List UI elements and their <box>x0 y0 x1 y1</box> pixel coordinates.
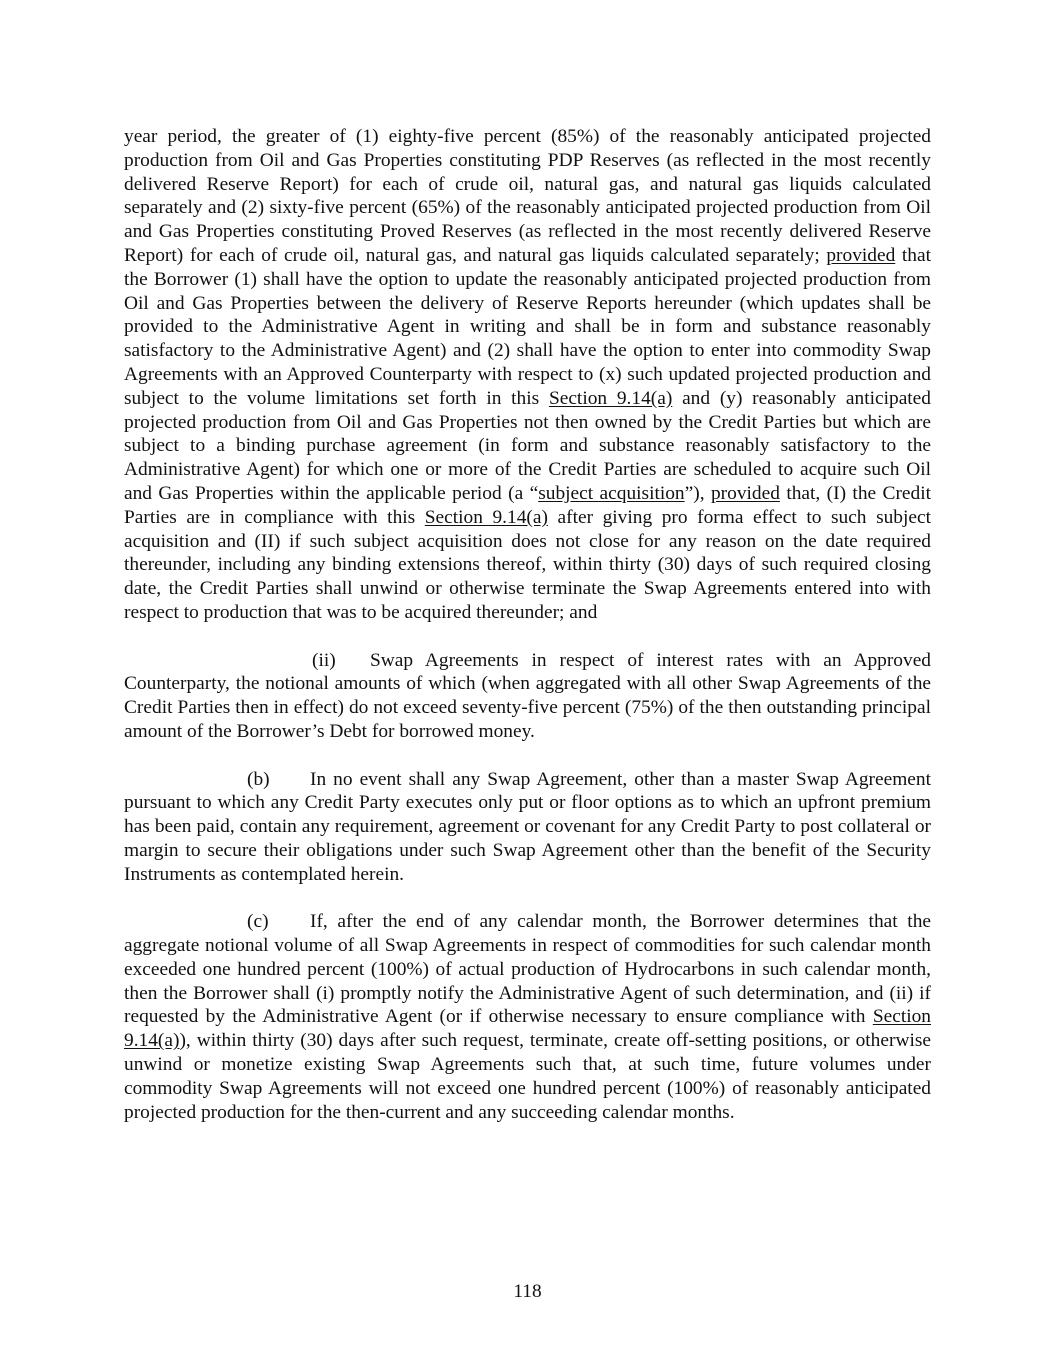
section-reference: Section 9.14(a) <box>124 1006 931 1052</box>
paragraph-ii <box>124 649 931 744</box>
paragraph-continuation <box>124 125 931 625</box>
text-run: and (y) reasonably anticipated projected production from Oil and Gas Properties not then owned by the Credit Parties but which are subject to a binding purchase agreement (in form and substance reasonably satisfactory to the Administrative Agent) for which one or more of the Credit Parties are scheduled to acquire such Oil and Gas Properties within the applicable period (a “ <box>124 387 931 504</box>
page-number: 118 <box>513 1281 542 1302</box>
document-body <box>124 125 931 1124</box>
text-run: ), within thirty (30) days after such request, terminate, create off-setting positions, or otherwise unwind or monetize existing Swap Agreements such that, at such time, future volumes under commodity Swap Agreements will not exceed one hundred percent (100%) of reasonably anticipated projected production for the then-current and any succeeding calendar months. <box>124 1030 931 1123</box>
text-run: ”), <box>684 482 711 504</box>
text-run: year period, the greater of (1) eighty-five percent (85%) of the reasonably anticipated projected production from Oil and Gas Properties constituting PDP Reserves (as reflected in the most recently delivered Reserve Report) for each of crude oil, natural gas, and natural gas liquids calculated separately and (2) sixty-five percent (65%) of the reasonably anticipated projected production from Oil and Gas Properties constituting Proved Reserves (as reflected in the most recently delivered Reserve Report) for each of crude oil, natural gas, and natural gas liquids calculated separately; <box>124 126 931 266</box>
paragraph-b <box>124 768 931 887</box>
text-run: that, (I) the Credit Parties are in compliance with this <box>124 482 932 528</box>
text-run: after giving pro forma effect to such subject acquisition and (II) if such subject acquisition does not close for any reason on the date required thereunder, including any binding extensions thereof, within thirty (30) days of such required closing date, the Credit Parties shall unwind or otherwise terminate the Swap Agreements entered into with respect to production that was to be acquired thereunder; and <box>124 506 931 623</box>
text-run: that the Borrower (1) shall have the option to update the reasonably anticipated projected production from Oil and Gas Properties between the delivery of Reserve Reports hereunder (which updates shall be provided to the Administrative Agent in writing and shall be in form and substance reasonably satisfactory to the Administrative Agent) and (2) shall have the option to enter into commodity Swap Agreements with an Approved Counterparty with respect to (x) such updated projected production and subject to the volume limitations set forth in this <box>124 244 931 409</box>
paragraph-marker: (b) <box>247 768 270 790</box>
paragraph-c <box>124 910 931 1124</box>
paragraph-marker: (ii) <box>312 649 336 671</box>
underlined-term: provided <box>710 482 780 504</box>
underlined-term: provided <box>826 244 896 266</box>
paragraph-text: Swap Agreements in respect of interest rates with an Approved Counterparty, the notional amounts of which (when aggregated with all other Swap Agreements of the Credit Parties then in effect) do not exceed seventy-five percent (75%) of the then outstanding principal amount of the Borrower’s Debt for borrowed money. <box>124 649 931 742</box>
defined-term: subject acquisition <box>538 482 685 504</box>
paragraph-text: In no event shall any Swap Agreement, other than a master Swap Agreement pursuant to which any Credit Party executes only put or floor options as to which an upfront premium has been paid, contain any requirement, agreement or covenant for any Credit Party to post collateral or margin to secure their obligations under such Swap Agreement other than the benefit of the Security Instruments as contemplated herein. <box>124 768 931 885</box>
section-reference: Section 9.14(a) <box>424 506 548 528</box>
section-reference: Section 9.14(a) <box>548 387 673 409</box>
text-run: If, after the end of any calendar month, the Borrower determines that the aggregate notional volume of all Swap Agreements in respect of commodities for such calendar month exceeded one hundred percent (100%) of actual production of Hydrocarbons in such calendar month, then the Borrower shall (i) promptly notify the Administrative Agent of such determination, and (ii) if requested by the Administrative Agent (or if otherwise necessary to ensure compliance with <box>124 911 931 1028</box>
paragraph-marker: (c) <box>247 911 269 933</box>
